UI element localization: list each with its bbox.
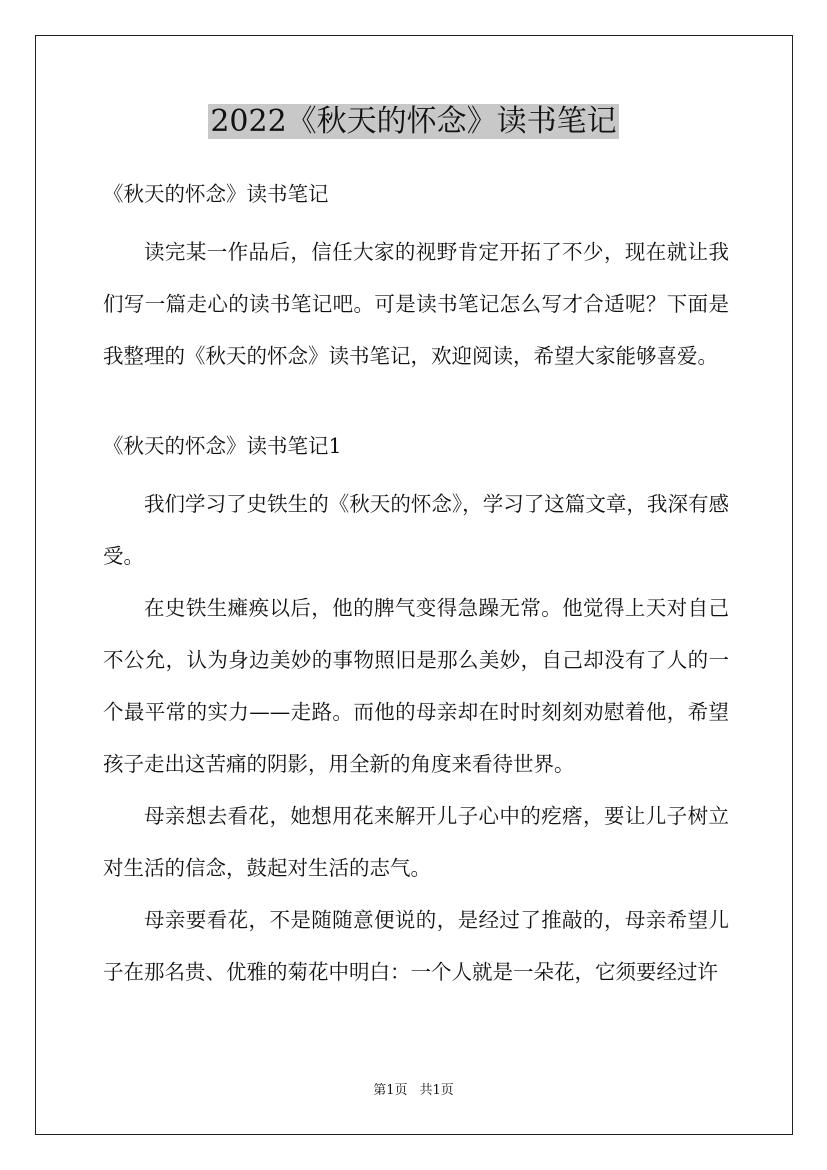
document-body	[103, 172, 729, 998]
page-number: 第1页	[373, 1083, 408, 1098]
body-paragraph: 母亲要看花，不是随随意便说的，是经过了推敲的，母亲希望儿子在那名贵、优雅的菊花中明白：一个人就是一朵花，它须要经过许	[103, 908, 729, 984]
section-heading: 《秋天的怀念》读书笔记1	[103, 434, 342, 458]
page-footer	[0, 1082, 827, 1100]
intro-paragraph: 读完某一作品后，信任大家的视野肯定开拓了不少，现在就让我们写一篇走心的读书笔记吧。可是读书笔记怎么写才合适呢？下面是我整理的《秋天的怀念》读书笔记，欢迎阅读，希望大家能够喜爱。	[103, 240, 729, 368]
intro-heading: 《秋天的怀念》读书笔记	[103, 182, 329, 206]
document-title: 2022《秋天的怀念》读书笔记	[210, 104, 617, 139]
body-paragraph: 我们学习了史铁生的《秋天的怀念》，学习了这篇文章，我深有感受。	[103, 492, 729, 568]
body-paragraph: 母亲想去看花，她想用花来解开儿子心中的疙瘩，要让儿子树立对生活的信念，鼓起对生活的志气。	[103, 804, 729, 880]
body-paragraph: 在史铁生瘫痪以后，他的脾气变得急躁无常。他觉得上天对自己不公允，认为身边美妙的事物照旧是那么美妙，自己却没有了人的一个最平常的实力——走路。而他的母亲却在时时刻刻劝慰着他，希望孩子走出这苦痛的阴影，用全新的角度来看待世界。	[103, 596, 729, 776]
page-total: 共1页	[419, 1083, 454, 1098]
document-title-wrap	[0, 100, 827, 144]
